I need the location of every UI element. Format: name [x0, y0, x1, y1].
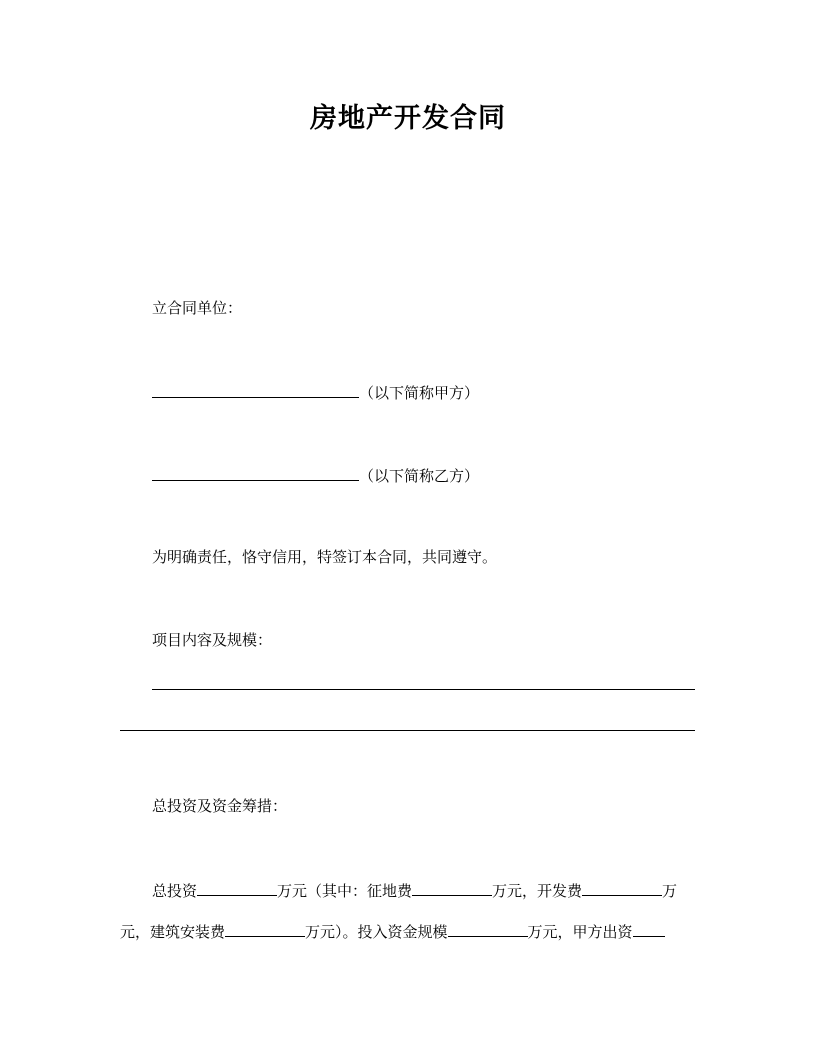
party-a-blank[interactable]	[152, 381, 359, 398]
construction-fee-label: 元，建筑安装费	[120, 923, 226, 941]
development-fee-blank[interactable]	[582, 879, 662, 896]
development-fee-label: 万元，开发费	[492, 882, 583, 900]
funding-scale-label: 万元）。投入资金规模	[305, 923, 448, 941]
investment-heading: 总投资及资金筹措：	[152, 797, 288, 815]
party-b-blank[interactable]	[152, 464, 359, 481]
funding-scale-blank[interactable]	[448, 920, 528, 937]
intro-paragraph: 为明确责任，恪守信用，特签订本合同，共同遵守。	[152, 548, 498, 566]
party-a-funding-label: 万元，甲方出资	[527, 923, 633, 941]
party-a-suffix: （以下简称甲方）	[359, 384, 480, 402]
party-a-funding-blank[interactable]	[633, 920, 665, 937]
total-investment-blank[interactable]	[197, 879, 277, 896]
project-blank-line-2[interactable]	[120, 730, 695, 731]
construction-fee-blank[interactable]	[225, 920, 305, 937]
party-a-line	[152, 381, 479, 403]
document-title: 房地产开发合同	[310, 103, 506, 134]
wan-label: 万	[662, 882, 678, 900]
parties-heading: 立合同单位：	[152, 299, 243, 317]
total-investment-label: 总投资	[152, 882, 198, 900]
project-blank-line-1[interactable]	[152, 689, 695, 690]
land-fee-label: 万元（其中：征地费	[277, 882, 413, 900]
investment-line-2	[120, 920, 665, 942]
party-b-suffix: （以下简称乙方）	[359, 467, 480, 485]
land-fee-blank[interactable]	[412, 879, 492, 896]
party-b-line	[152, 464, 479, 486]
investment-line-1	[152, 879, 677, 901]
project-heading: 项目内容及规模：	[152, 631, 273, 649]
